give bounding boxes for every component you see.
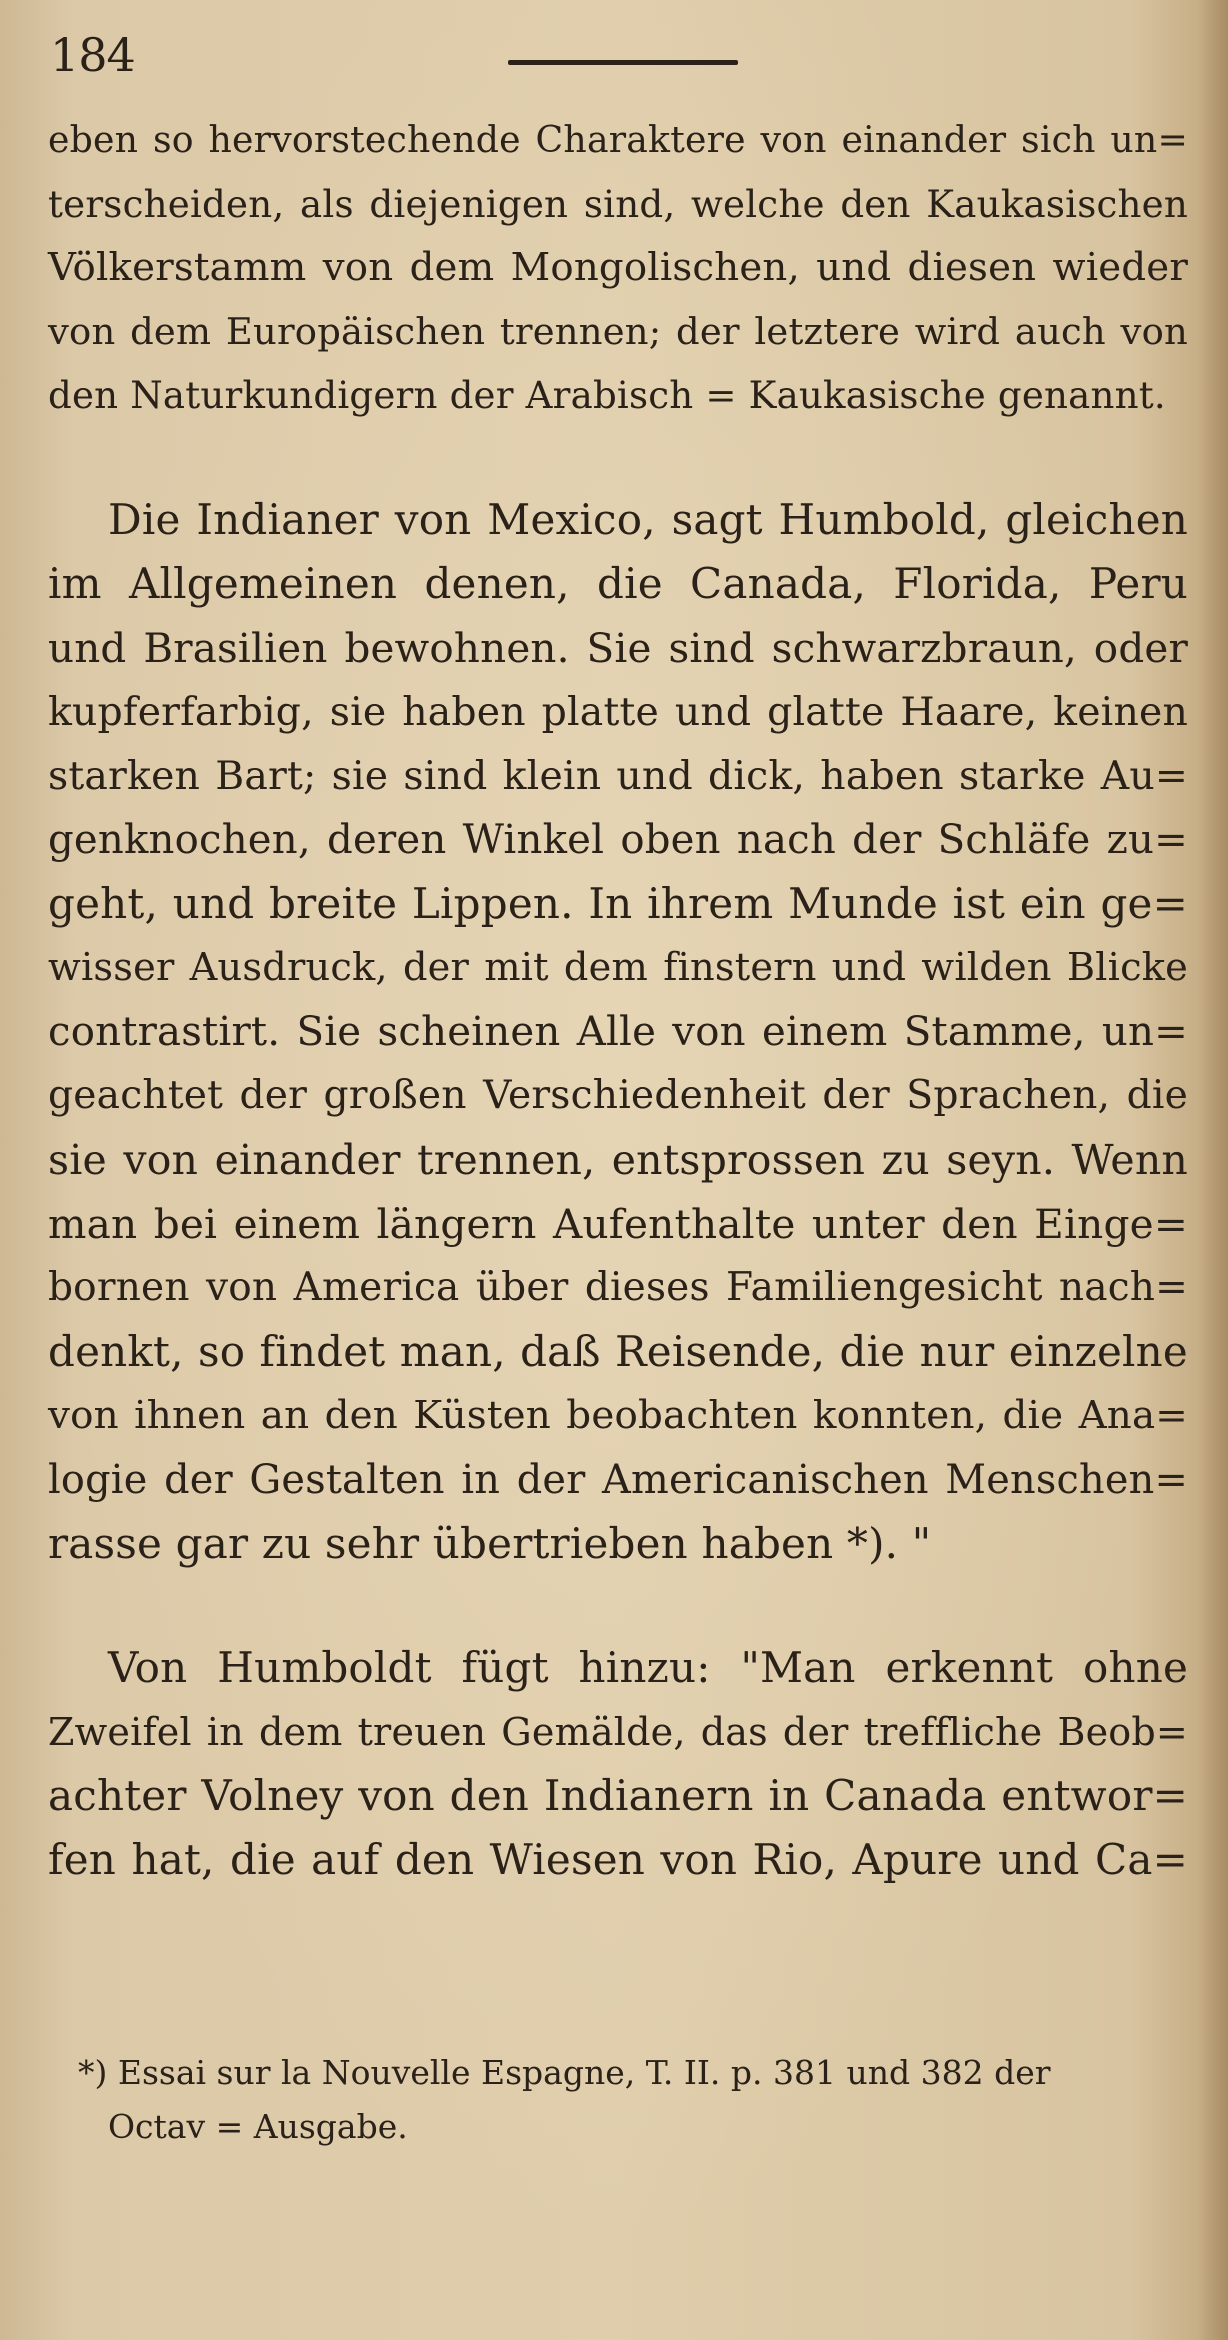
text-line: sie von einander trennen, entsprossen zu seyn. Wenn [48,1136,1188,1184]
text-line: genknochen, deren Winkel oben nach der Schläfe zu= [48,817,1188,863]
paragraph-2 [48,488,1188,1576]
text-line: denkt, so findet man, daß Reisende, die nur einzelne [48,1327,1188,1376]
text-line: im Allgemeinen denen, die Canada, Florida, Peru [48,559,1188,608]
page-header [48,28,1188,88]
text-line: geht, und breite Lippen. In ihrem Munde ist ein ge= [48,879,1188,928]
text-line: und Brasilien bewohnen. Sie sind schwarzbraun, oder [48,624,1188,672]
page-edge-shadow [1198,0,1228,2340]
body-text [48,108,1188,1892]
paragraph-gap [48,428,1188,488]
text-line: fen hat, die auf den Wiesen von Rio, Apure und Ca= [48,1835,1188,1884]
text-line: von ihnen an den Küsten beobachten konnten, die Ana= [48,1393,1188,1438]
text-line: terscheiden, als diejenigen sind, welche den Kaukasischen [48,182,1188,226]
text-line: logie der Gestalten in der Americanischen Menschen= [48,1457,1188,1503]
paragraph-3 [48,1636,1188,1892]
text-line: Von Humboldt fügt hinzu: "Man erkennt ohne [108,1643,1188,1692]
text-line: Zweifel in dem treuen Gemälde, das der treffliche Beob= [48,1710,1188,1754]
text-line: Völkerstamm von dem Mongolischen, und diesen wieder [48,245,1188,290]
text-line: contrastirt. Sie scheinen Alle von einem Stamme, un= [48,1009,1188,1055]
text-line: rasse gar zu sehr übertrieben haben *). " [48,1519,932,1568]
page-number: 184 [50,28,135,82]
header-rule [508,60,738,65]
text-line: von dem Europäischen trennen; der letztere wird auch von [48,310,1188,353]
text-line: man bei einem längern Aufenthalte unter den Einge= [48,1200,1188,1248]
paragraph-1 [48,108,1188,428]
text-line: achter Volney von den Indianern in Canada entwor= [48,1771,1188,1820]
text-line: bornen von America über dieses Familiengesicht nach= [48,1265,1188,1310]
footnote-line: Octav = Ausgabe. [108,2107,408,2146]
text-line: geachtet der großen Verschiedenheit der Sprachen, die [48,1073,1188,1118]
text-line: kupferfarbig, sie haben platte und glatte Haare, keinen [48,689,1188,735]
text-line: Die Indianer von Mexico, sagt Humbold, gleichen [108,495,1188,544]
footnote [78,2046,1178,2154]
text-line: starken Bart; sie sind klein und dick, haben starke Au= [48,753,1188,799]
footnote-line: *) Essai sur la Nouvelle Espagne, T. II. p. 381 und 382 der [78,2053,1051,2092]
text-line: wisser Ausdruck, der mit dem finstern und wilden Blicke [48,945,1188,990]
text-line: eben so hervorstechende Charaktere von einander sich un= [48,118,1188,161]
paragraph-gap [48,1576,1188,1636]
text-line: den Naturkundigern der Arabisch = Kaukasische genannt. [48,374,1166,417]
